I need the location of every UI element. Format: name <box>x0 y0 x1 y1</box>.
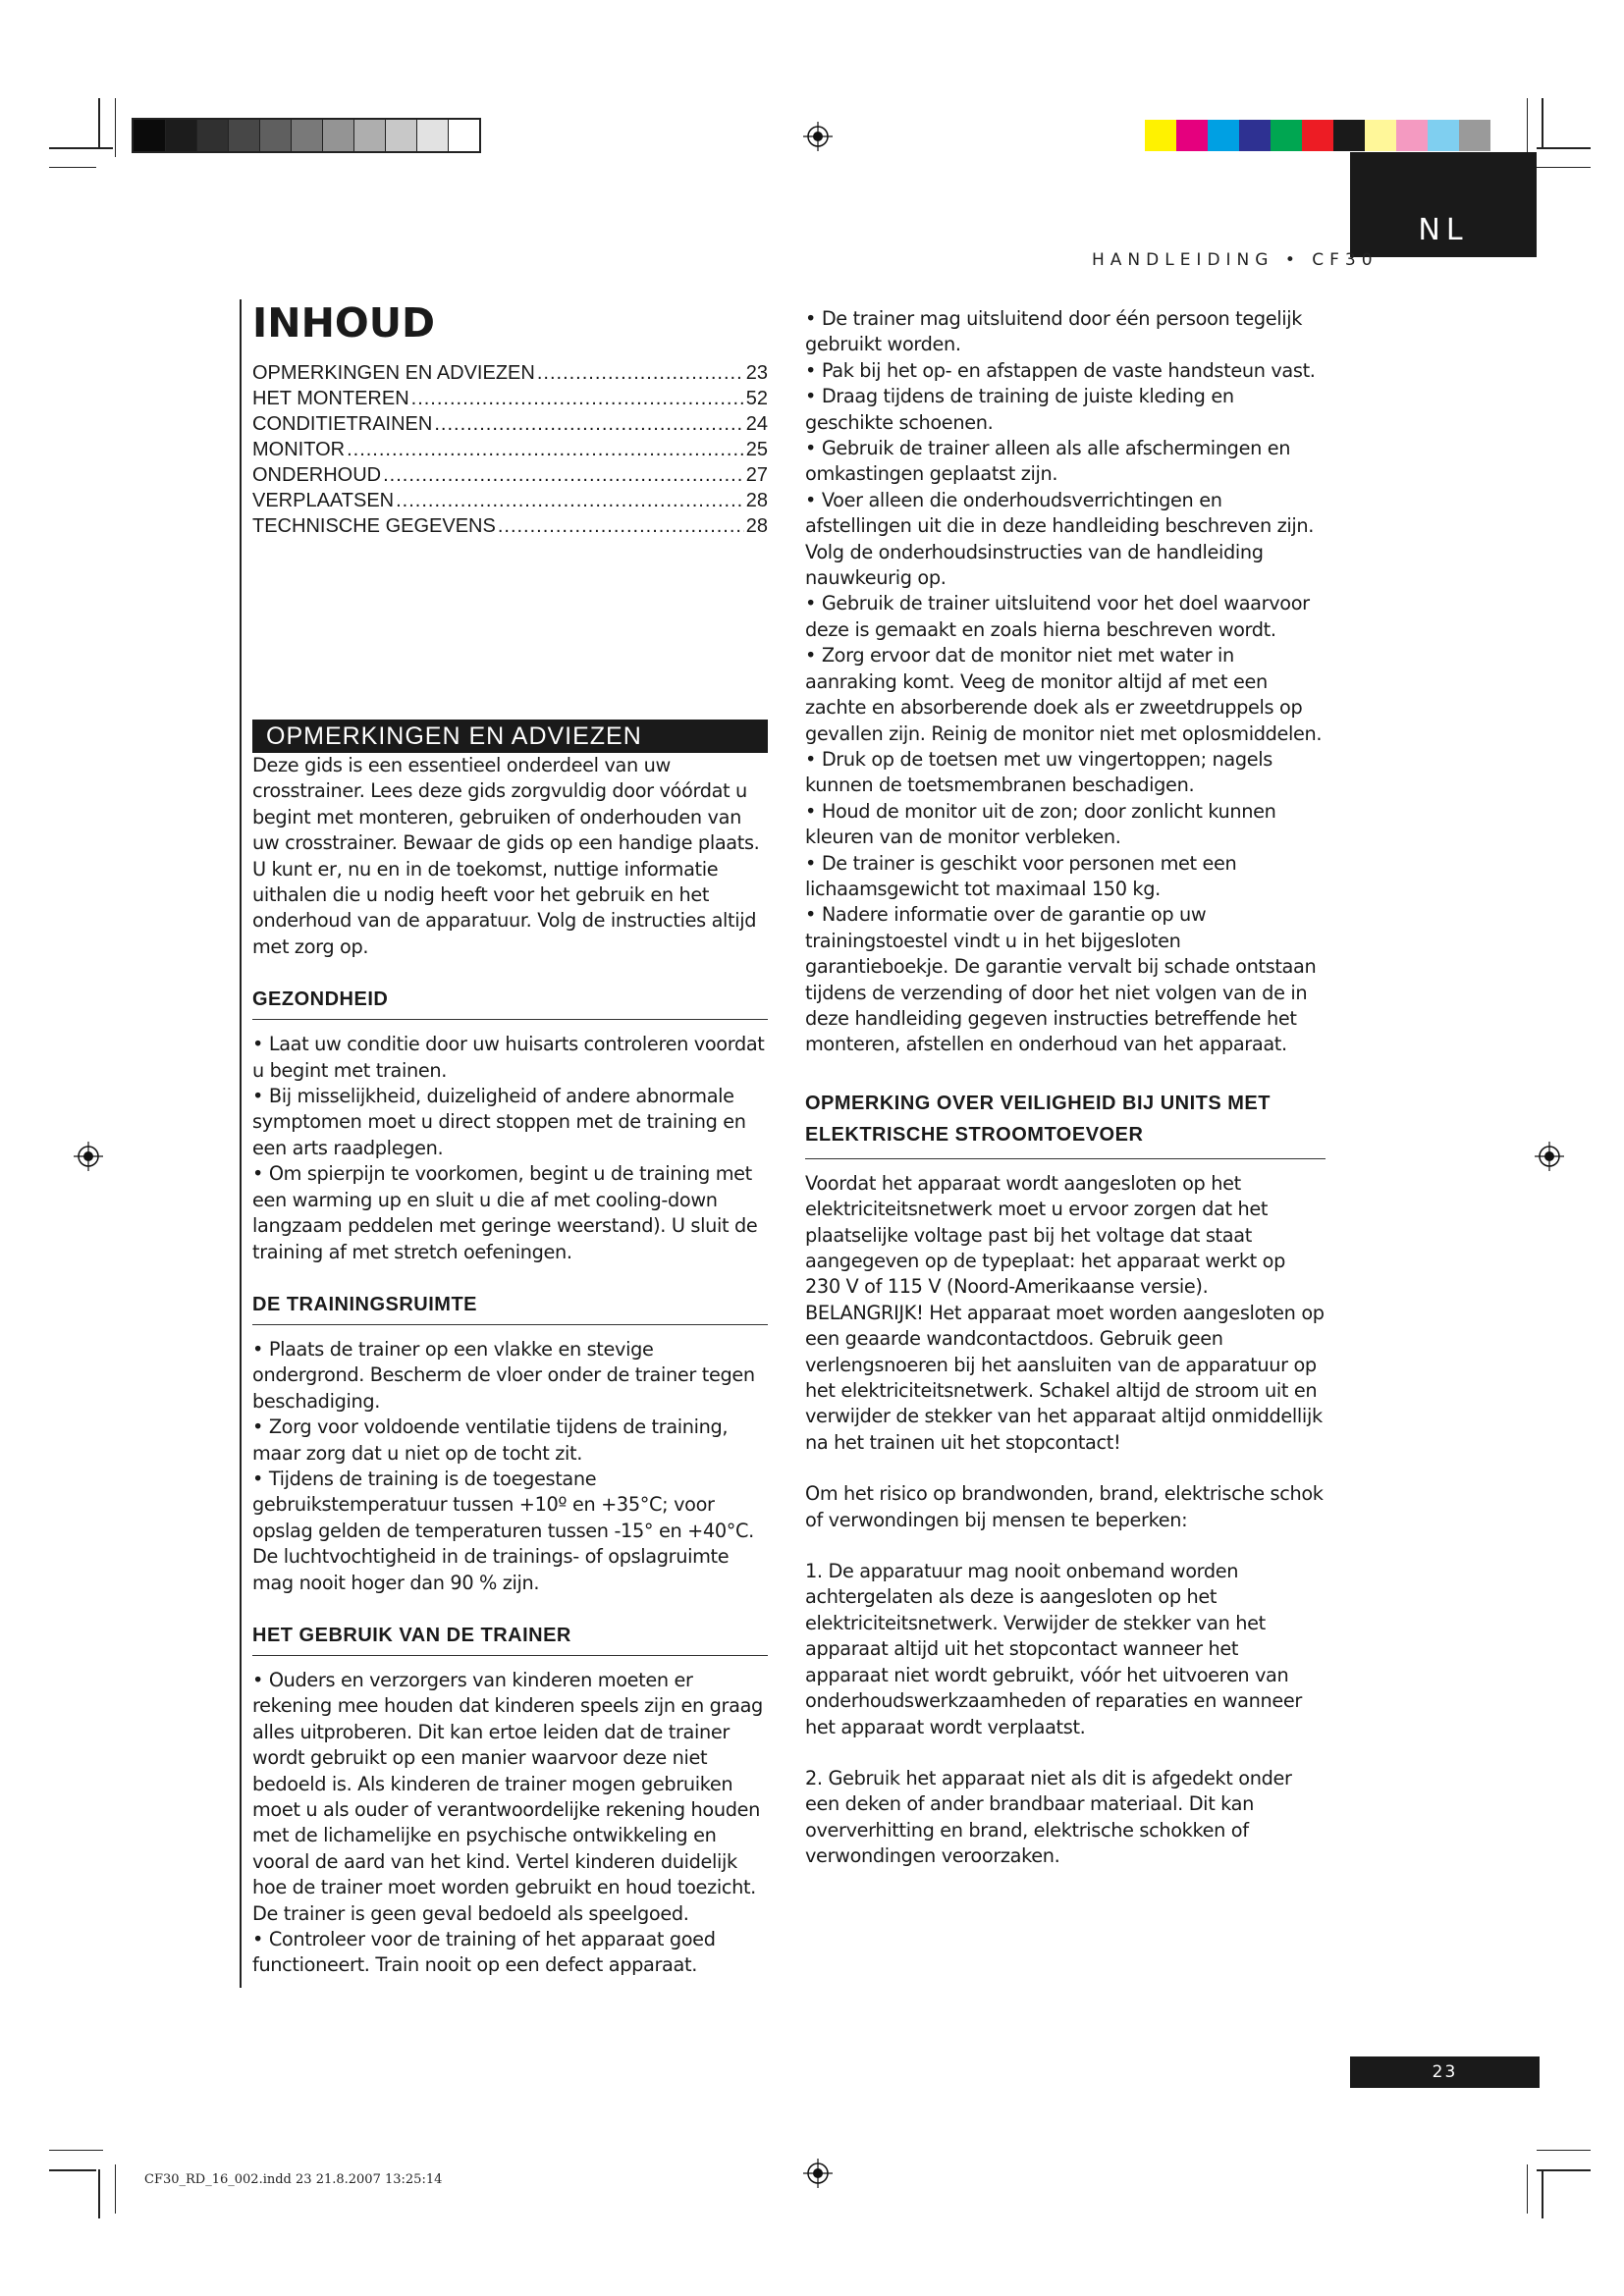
crop-mark <box>1537 167 1591 168</box>
bullet-item: • Tijdens de training is de toegestane gebruikstemperatuur tussen +10º en +35°C; voor opslag gelden de temperaturen tussen -15° en +40°C. De luchtvochtigheid in de trainings- of opslagruimte mag nooit hoger dan 90 % zijn. <box>252 1467 768 1596</box>
crop-mark <box>98 98 100 147</box>
color-swatch <box>1239 120 1271 151</box>
color-swatch <box>134 120 165 151</box>
subheading-electric <box>805 1088 1326 1159</box>
toc-entry-page: 52 <box>745 388 768 409</box>
bullet-item: • Plaats de trainer op een vlakke en stevige ondergrond. Bescherm de vloer onder de trainer tegen beschadiging. <box>252 1337 768 1415</box>
bullet-item: • Ouders en verzorgers van kinderen moeten er rekening mee houden dat kinderen speels zijn en graag alles uitproberen. Dit kan ertoe leiden dat de trainer wordt gebruikt op een manier waarvoor deze niet bedoeld is. Als kinderen de trainer mogen gebruiken moet u als ouder of verantwoordelijke rekening houden met de lichamelijke en psychische ontwikkeling en vooral de aard van het kind. Vertel kinderen duidelijk hoe de trainer moet worden gebruikt en houd toezicht. De trainer is geen geval bedoeld als speelgoed. <box>252 1668 768 1927</box>
toc-entry[interactable] <box>252 513 768 539</box>
color-swatch <box>448 120 479 151</box>
toc-entry[interactable] <box>252 386 768 411</box>
right-column <box>805 306 1326 1870</box>
bullet-item: • Om spierpijn te voorkomen, begint u de training met een warming up en sluit u die af met cooling-down langzaam peddelen met geringe weerstand). U sluit de training af met stretch oefeningen. <box>252 1161 768 1265</box>
bullet-item: • De trainer mag uitsluitend door één persoon tegelijk gebruikt worden. <box>805 306 1326 358</box>
column-rule <box>240 299 242 1988</box>
toc-entry-label: CONDITIETRAINEN <box>252 413 433 435</box>
use-list <box>252 1668 768 1979</box>
registration-mark-icon <box>74 1142 103 1171</box>
toc-entry-page: 24 <box>745 413 768 435</box>
page-number: 23 <box>1350 2056 1540 2088</box>
color-swatch <box>1333 120 1365 151</box>
registration-mark-icon <box>1535 1142 1564 1171</box>
toc-entry[interactable] <box>252 488 768 513</box>
toc-leader <box>383 462 744 488</box>
grayscale-bar <box>132 118 481 153</box>
toc-entry-page: 28 <box>745 515 768 537</box>
subheading-electric-line1: OPMERKING OVER VEILIGHEID BIJ UNITS MET <box>805 1092 1271 1114</box>
bullet-item: • Voer alleen die onderhoudsverrichtingen en afstellingen uit die in deze handleiding beschreven zijn. Volg de onderhoudsinstructies van de handleiding nauwkeurig op. <box>805 488 1326 592</box>
color-swatch <box>1208 120 1239 151</box>
toc-entry-page: 25 <box>745 439 768 460</box>
training-space-list <box>252 1337 768 1596</box>
color-swatch <box>416 120 448 151</box>
toc-entry-label: VERPLAATSEN <box>252 490 395 511</box>
toc-leader <box>396 488 744 513</box>
bullet-item: • Druk op de toetsen met uw vingertoppen; nagels kunnen de toetsmembranen beschadigen. <box>805 747 1326 799</box>
toc-entry-label: TECHNISCHE GEGEVENS <box>252 515 496 537</box>
toc-entry-page: 28 <box>745 490 768 511</box>
running-header: HANDLEIDING • CF30 <box>1092 250 1379 270</box>
color-swatch <box>228 120 259 151</box>
bullet-item: • Laat uw conditie door uw huisarts controleren voordat u begint met trainen. <box>252 1032 768 1084</box>
intro-paragraph: Deze gids is een essentieel onderdeel van uw crosstrainer. Lees deze gids zorgvuldig door vóórdat u begint met monteren, gebruiken of onderhouden van uw crosstrainer. Bewaar de gids op een handige plaats. U kunt er, nu en in de toekomst, nuttige informatie uithalen die u nodig heeft voor het gebruik en het onderhoud van de apparatuur. Volg de instructies altijd met zorg op. <box>252 754 760 958</box>
color-swatch <box>322 120 353 151</box>
toc-entry-page: 23 <box>745 362 768 384</box>
toc-entry[interactable] <box>252 437 768 462</box>
electric-paragraph: Voordat het apparaat wordt aangesloten op het elektriciteitsnetwerk moet u ervoor zorgen dat het plaatselijke voltage past bij het voltage dat staat aangegeven op de typeplaat: het apparaat werkt op 230 V of 115 V (Noord-Amerikaanse versie). BELANGRIJK! Het apparaat moet worden aangesloten op een geaarde wandcontactdoos. Gebruik geen verlengsnoeren bij het aansluiten van de apparatuur op het elektriciteitsnetwerk. Schakel altijd de stroom uit en verwijder de stekker van het apparaat altijd onmiddellijk na het trainen uit het stopcontact! <box>805 1171 1325 1454</box>
bullet-item: • Bij misselijkheid, duizeligheid of andere abnormale symptomen moet u direct stoppen met de training en een arts raadplegen. <box>252 1084 768 1161</box>
color-bar <box>1145 120 1490 151</box>
registration-mark-icon <box>803 122 833 151</box>
bullet-item: • Zorg ervoor dat de monitor niet met water in aanraking komt. Veeg de monitor altijd af met een zachte en absorberende doek als er zweetdruppels op gevallen zijn. Reinig de monitor niet met oplosmiddelen. <box>805 643 1326 747</box>
bullet-item: • Houd de monitor uit de zon; door zonlicht kunnen kleuren van de monitor verbleken. <box>805 799 1326 851</box>
toc-entry-label: OPMERKINGEN EN ADVIEZEN <box>252 362 535 384</box>
color-swatch <box>353 120 385 151</box>
crop-mark <box>1527 2164 1528 2214</box>
toc-entry-label: HET MONTEREN <box>252 388 409 409</box>
print-slug: CF30_RD_16_002.indd 23 21.8.2007 13:25:14 <box>144 2172 443 2187</box>
color-swatch <box>291 120 322 151</box>
numbered-item-2: 2. Gebruik het apparaat niet als dit is afgedekt onder een deken of ander brandbaar materiaal. Dit kan oververhitting en brand, elektrische schokken of verwondingen veroorzaken. <box>805 1766 1292 1868</box>
risk-paragraph: Om het risico op brandwonden, brand, elektrische schok of verwondingen bij mensen te beperken: <box>805 1482 1324 1531</box>
crop-mark <box>98 2169 100 2218</box>
left-column <box>252 299 768 1979</box>
toc-entry-label: ONDERHOUD <box>252 464 382 486</box>
color-swatch <box>1271 120 1302 151</box>
subheading-health: GEZONDHEID <box>252 988 768 1020</box>
registration-mark-icon <box>803 2159 833 2188</box>
crop-mark <box>115 2164 116 2214</box>
color-swatch <box>259 120 291 151</box>
crop-mark <box>1537 2169 1591 2171</box>
bullet-item: • De trainer is geschikt voor personen met een lichaamsgewicht tot maximaal 150 kg. <box>805 851 1326 903</box>
toc-entry[interactable] <box>252 411 768 437</box>
toc-title: INHOUD <box>252 299 436 347</box>
crop-mark <box>115 98 116 157</box>
bullet-item: • Pak bij het op- en afstappen de vaste handsteun vast. <box>805 358 1326 384</box>
color-swatch <box>1365 120 1396 151</box>
crop-mark <box>49 147 113 149</box>
crop-mark <box>49 2150 103 2151</box>
crop-mark <box>1542 98 1543 147</box>
crop-mark <box>1537 2150 1591 2151</box>
color-swatch <box>165 120 196 151</box>
crop-mark <box>1542 2169 1543 2218</box>
numbered-item-1: 1. De apparatuur mag nooit onbemand worden achtergelaten als deze is aangesloten op het elektriciteitsnetwerk. Verwijder de stekker van het apparaat altijd uit het stopcontact wanneer het apparaat niet wordt gebruikt, vóór het uitvoeren van onderhoudswerkzaamheden of reparaties en wanneer het apparaat wordt verplaatst. <box>805 1560 1302 1738</box>
bullet-item: • Gebruik de trainer alleen als alle afschermingen en omkastingen geplaatst zijn. <box>805 436 1326 488</box>
bullet-item: • Draag tijdens de training de juiste kleding en geschikte schoenen. <box>805 384 1326 436</box>
health-list <box>252 1032 768 1265</box>
crop-mark <box>49 2169 96 2171</box>
subheading-electric-line2: ELEKTRISCHE STROOMTOEVOER <box>805 1123 1144 1146</box>
crop-mark <box>49 167 96 168</box>
bullet-item: • Zorg voor voldoende ventilatie tijdens de training, maar zorg dat u niet op de tocht zit. <box>252 1415 768 1467</box>
subheading-training-space: DE TRAININGSRUIMTE <box>252 1293 768 1325</box>
toc-leader <box>537 360 744 386</box>
crop-mark <box>1537 147 1591 149</box>
color-swatch <box>1302 120 1333 151</box>
toc-leader <box>411 386 744 411</box>
bullet-item: • Gebruik de trainer uitsluitend voor het doel waarvoor deze is gemaakt en zoals hierna beschreven wordt. <box>805 591 1326 643</box>
toc-entry-label: MONITOR <box>252 439 346 460</box>
crop-mark <box>1527 98 1528 157</box>
color-swatch <box>385 120 416 151</box>
safety-list <box>805 306 1326 1058</box>
color-swatch <box>1428 120 1459 151</box>
bullet-item: • Controleer voor de training of het apparaat goed functioneert. Train nooit op een defect apparaat. <box>252 1927 768 1979</box>
color-swatch <box>1459 120 1490 151</box>
color-swatch <box>1145 120 1176 151</box>
toc-leader <box>498 513 744 539</box>
section-title: OPMERKINGEN EN ADVIEZEN <box>252 720 768 753</box>
toc-entry[interactable] <box>252 462 768 488</box>
language-tab: NL <box>1350 152 1537 257</box>
toc-entry-page: 27 <box>745 464 768 486</box>
toc-list <box>252 360 768 539</box>
toc-leader <box>434 411 743 437</box>
bullet-item: • Nadere informatie over de garantie op uw trainingstoestel vindt u in het bijgesloten garantieboekje. De garantie vervalt bij schade ontstaan tijdens de verzending of door het niet volgen van de in deze handleiding gegeven instructies betreffende het monteren, afstellen en onderhoud van het apparaat. <box>805 902 1326 1057</box>
toc-leader <box>347 437 744 462</box>
color-swatch <box>1396 120 1428 151</box>
subheading-use: HET GEBRUIK VAN DE TRAINER <box>252 1624 768 1656</box>
color-swatch <box>196 120 228 151</box>
toc-entry[interactable] <box>252 360 768 386</box>
color-swatch <box>1176 120 1208 151</box>
